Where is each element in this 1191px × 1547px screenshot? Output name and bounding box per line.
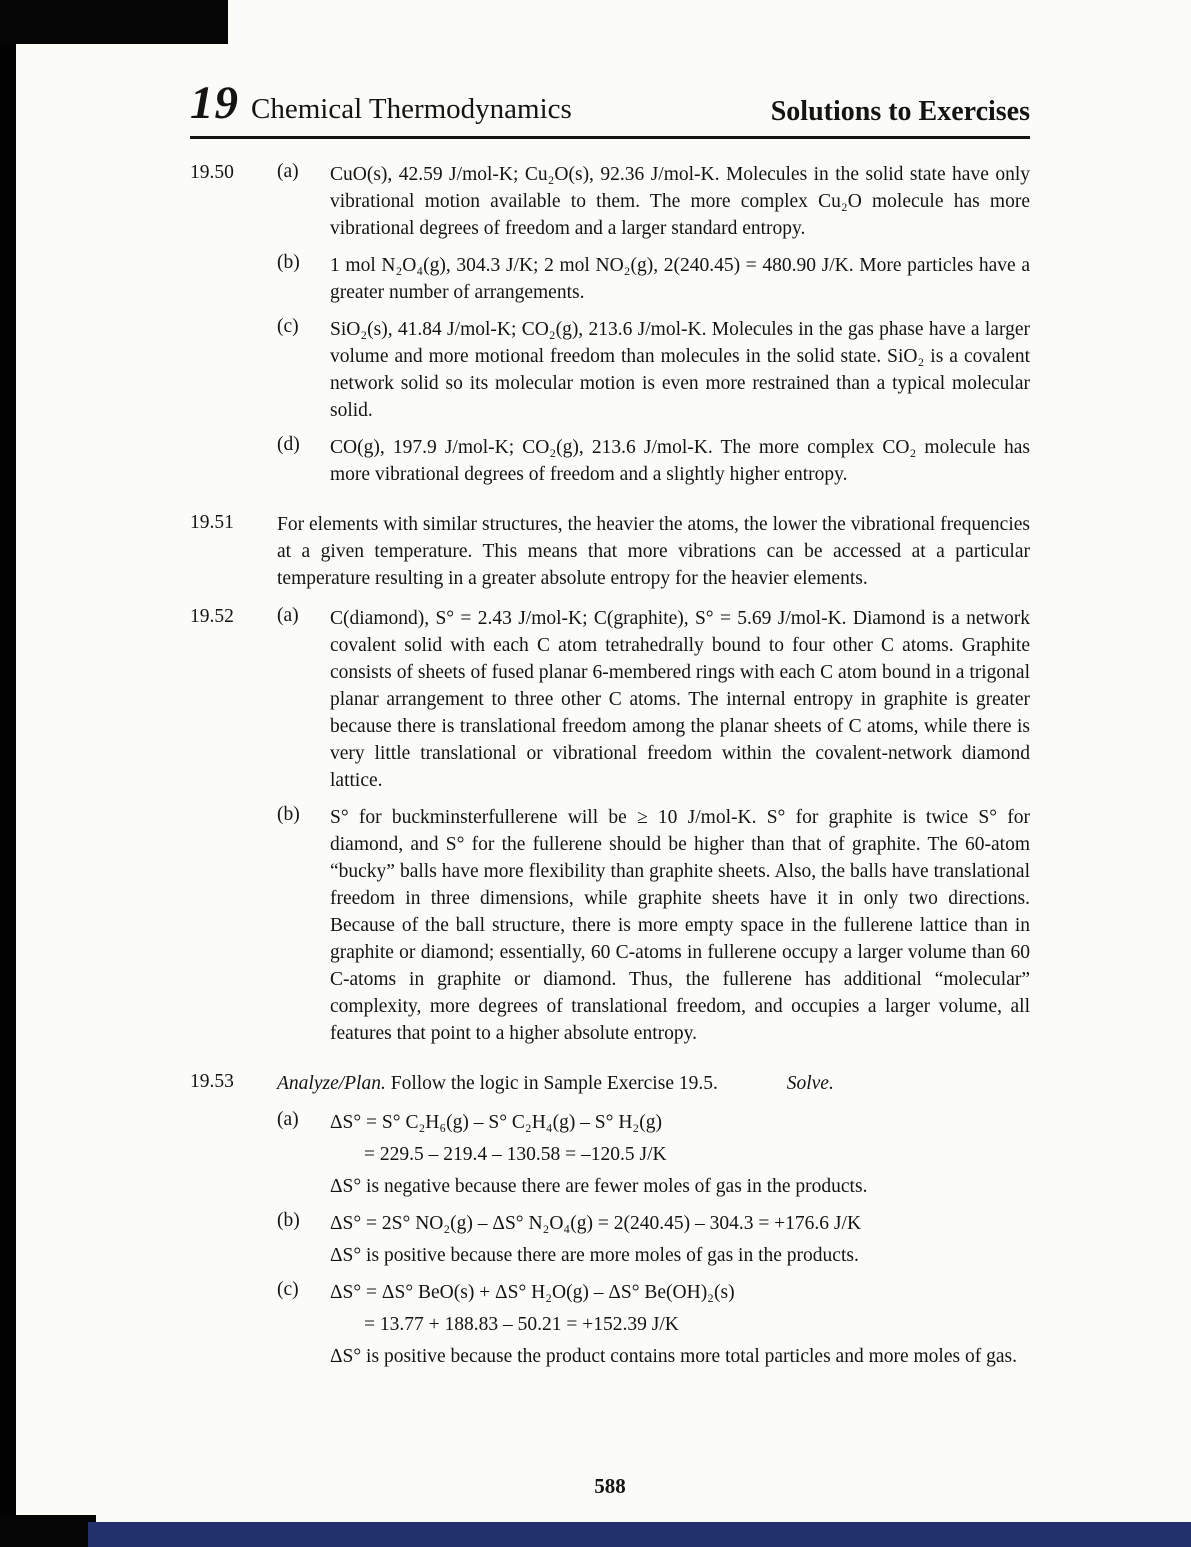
problem-19-52 [190, 605, 1030, 1057]
part-b [277, 1210, 1030, 1269]
part-label: (c) [277, 1279, 299, 1300]
part-body [330, 1279, 1030, 1370]
page-content [190, 76, 1030, 1393]
part-text: 1 mol N₂O₄(g), 304.3 J/K; 2 mol NO₂(g), 2(240.45) = 480.90 J/K. More particles have a greater number of arrangements. [330, 255, 1030, 303]
part-label: (b) [277, 1210, 300, 1231]
problem-19-50 [190, 161, 1030, 498]
equation-line: = 229.5 – 219.4 – 130.58 = –120.5 J/K [364, 1144, 667, 1165]
part-body [330, 1210, 1030, 1269]
page-header [190, 76, 1030, 132]
part-text: CuO(s), 42.59 J/mol-K; Cu₂O(s), 92.36 J/mol-K. Molecules in the solid state have only vibrational motion available to them. The more complex Cu₂O molecule has more vibrational degrees of freedom and a larger standard entropy. [330, 164, 1030, 239]
explanation-text: ΔS° is positive because there are more moles of gas in the products. [330, 1245, 859, 1266]
part-label: (a) [277, 161, 299, 182]
header-rule [190, 136, 1030, 139]
chapter-number: 19 [190, 77, 239, 129]
part-text: SiO₂(s), 41.84 J/mol-K; CO₂(g), 213.6 J/mol-K. Molecules in the gas phase have a larger volume and more motional freedom than molecules in the solid state. SiO₂ is a covalent network solid so its molecular motion is even more restrained than a typical molecular solid. [330, 319, 1030, 421]
scan-artifact-bottom-strip [88, 1522, 1191, 1547]
part-label: (d) [277, 434, 300, 455]
problem-number: 19.50 [190, 162, 234, 183]
problem-19-51 [190, 511, 1030, 592]
equation-line: = 13.77 + 188.83 – 50.21 = +152.39 J/K [364, 1314, 679, 1335]
part-label: (c) [277, 316, 299, 337]
part-a [277, 161, 1030, 242]
header-right-title: Solutions to Exercises [770, 96, 1030, 127]
scan-artifact-left-edge [0, 0, 16, 1547]
equation-line: ΔS° = 2S° NO₂(g) – ΔS° N₂O₄(g) = 2(240.45) – 304.3 = +176.6 J/K [330, 1213, 862, 1234]
solve-label: Solve. [786, 1073, 834, 1094]
problem-body [277, 1070, 1030, 1380]
analyze-plan-label: Analyze/Plan. [277, 1073, 386, 1094]
problem-body [277, 511, 1030, 592]
explanation-text: ΔS° is negative because there are fewer moles of gas in the products. [330, 1176, 868, 1197]
part-label: (b) [277, 252, 300, 273]
scan-artifact-top-left [0, 0, 228, 44]
analyze-plan-line [277, 1070, 1030, 1097]
chapter-title: Chemical Thermodynamics [251, 93, 572, 125]
part-c [277, 316, 1030, 424]
equation-line: ΔS° = S° C₂H₆(g) – S° C₂H₄(g) – S° H₂(g) [330, 1112, 662, 1133]
problem-19-53 [190, 1070, 1030, 1380]
equation-line: ΔS° = ΔS° BeO(s) + ΔS° H₂O(g) – ΔS° Be(OH)₂(s) [330, 1282, 735, 1303]
part-text: S° for buckminsterfullerene will be ≥ 10 J/mol-K. S° for graphite is twice S° for diamond, and S° for the fullerene should be higher than that of graphite. The 60-atom “bucky” balls have more flexibility than graphite sheets. Also, the balls have translational freedom in three dimensions, while graphite sheets have it in only two directions. Because of the ball structure, there is more empty space in the fullerene lattice than in graphite or diamond; essentially, 60 C-atoms in fullerene occupy a larger volume than 60 C-atoms in graphite or diamond. Thus, the fullerene has additional “molecular” complexity, more degrees of translational freedom, and occupies a larger volume, all features that point to a higher absolute entropy. [330, 807, 1030, 1044]
part-b [277, 804, 1030, 1047]
part-text: CO(g), 197.9 J/mol-K; CO₂(g), 213.6 J/mol-K. The more complex CO₂ molecule has more vibrational degrees of freedom and a slightly higher entropy. [330, 437, 1030, 485]
part-a [277, 1109, 1030, 1200]
part-label: (a) [277, 1109, 299, 1130]
scan-artifact-bottom-left [0, 1515, 96, 1547]
page-number: 588 [594, 1474, 626, 1498]
problem-body [277, 605, 1030, 1057]
intro-text: Follow the logic in Sample Exercise 19.5. [390, 1073, 718, 1094]
part-body [330, 1109, 1030, 1200]
problem-body [277, 161, 1030, 498]
part-a [277, 605, 1030, 794]
part-d [277, 434, 1030, 488]
part-text: C(diamond), S° = 2.43 J/mol-K; C(graphite), S° = 5.69 J/mol-K. Diamond is a network covalent solid with each C atom tetrahedrally bound to four other C atoms. Graphite consists of sheets of fused planar 6-membered rings with each C atom bound in a trigonal planar arrangement to three other C atoms. The internal entropy in graphite is greater because there is translational freedom among the planar sheets of C atoms, while there is very little translational or vibrational freedom within the covalent-network diamond lattice. [330, 608, 1030, 791]
explanation-text: ΔS° is positive because the product contains more total particles and more moles of gas. [330, 1346, 1017, 1367]
part-b [277, 252, 1030, 306]
part-label: (b) [277, 804, 300, 825]
problem-text: For elements with similar structures, the heavier the atoms, the lower the vibrational frequencies at a given temperature. This means that more vibrations can be accessed at a particular temperature resulting in a greater absolute entropy for the heavier elements. [277, 514, 1030, 589]
part-label: (a) [277, 605, 299, 626]
problem-number: 19.52 [190, 606, 234, 627]
problem-number: 19.51 [190, 512, 234, 533]
part-c [277, 1279, 1030, 1370]
problem-number: 19.53 [190, 1071, 234, 1092]
